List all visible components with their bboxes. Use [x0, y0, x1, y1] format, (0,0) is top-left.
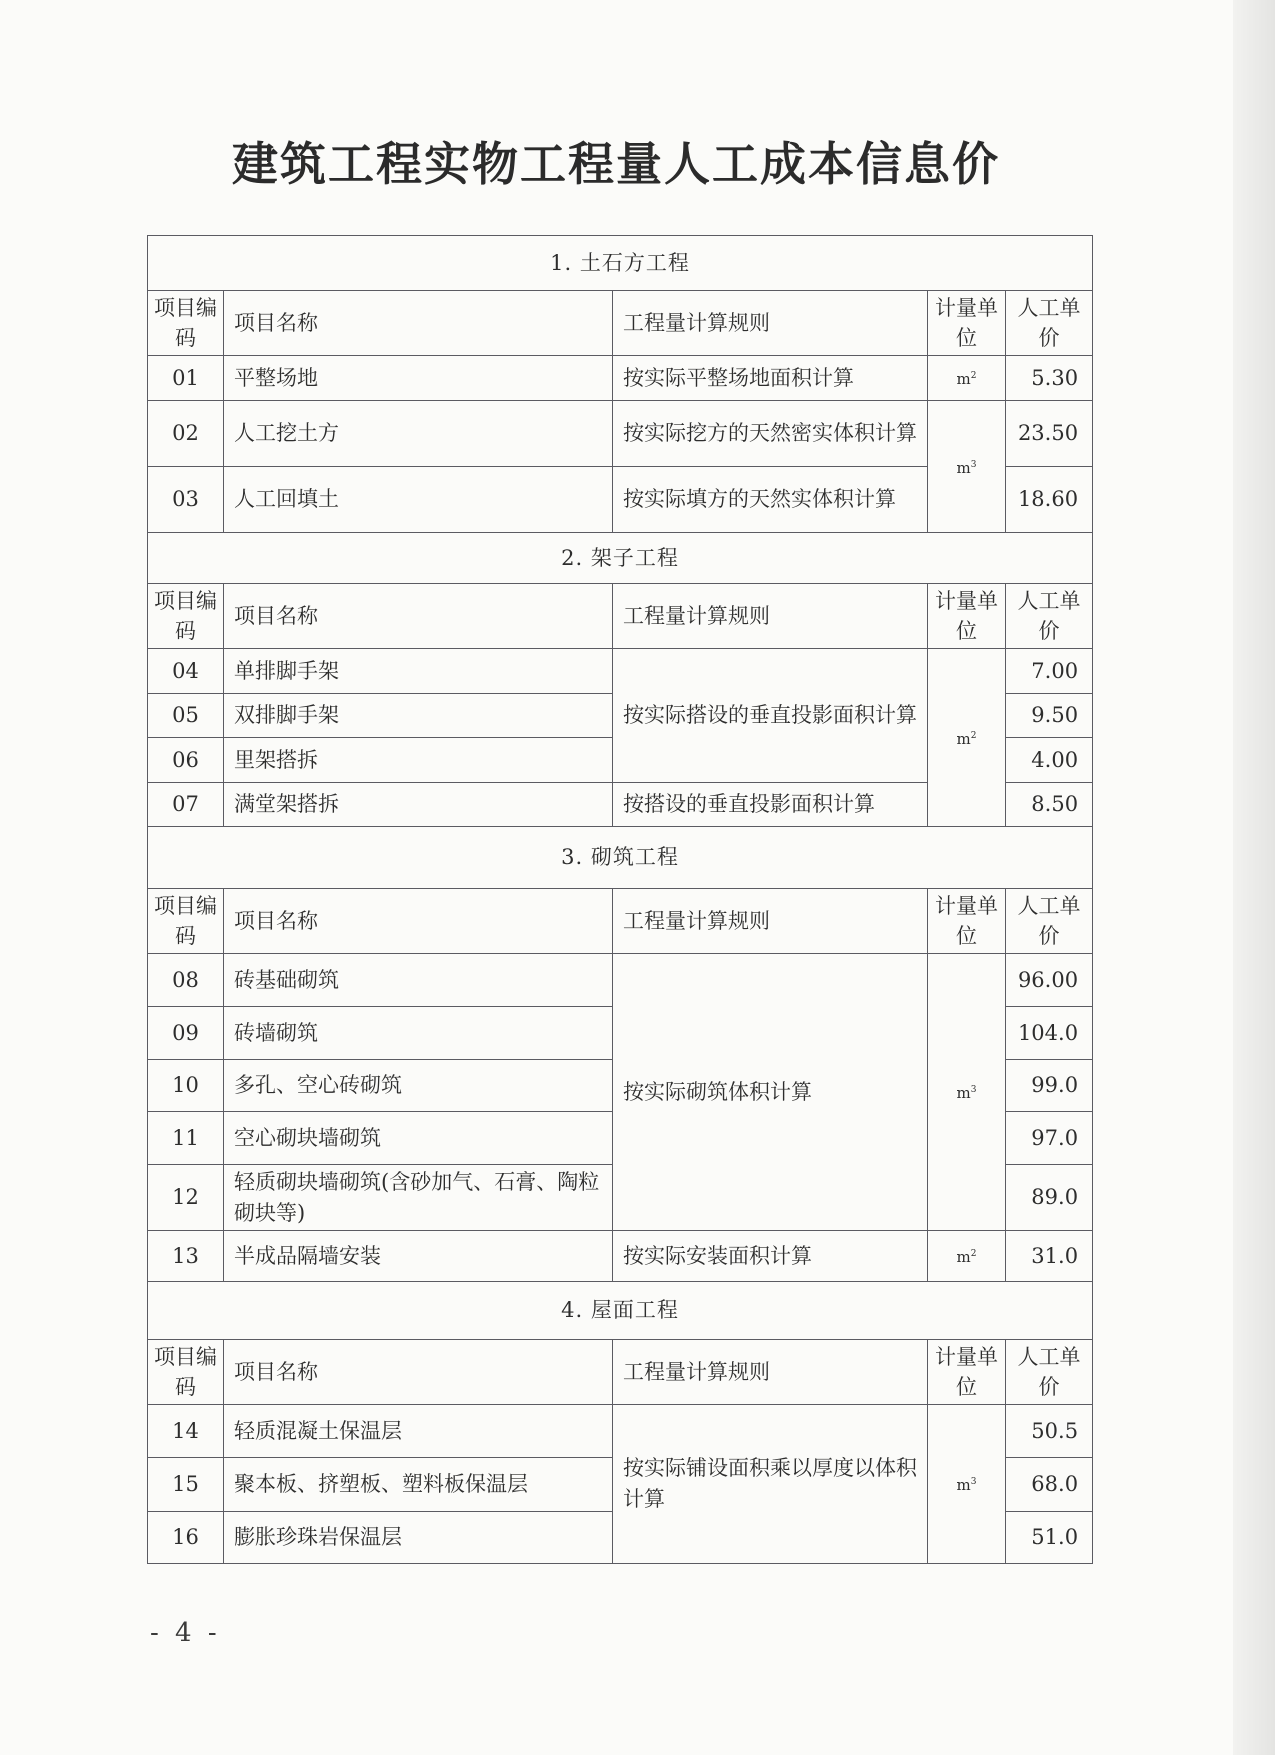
- item-code: 11: [148, 1112, 224, 1165]
- item-code: 13: [148, 1231, 224, 1282]
- item-price: 97.0: [1006, 1112, 1093, 1165]
- item-rule: 按搭设的垂直投影面积计算: [613, 783, 928, 827]
- table-header-row: [148, 291, 1093, 356]
- item-name: 里架搭拆: [224, 738, 613, 783]
- unit-base: m: [956, 729, 971, 748]
- item-name: 人工挖土方: [224, 401, 613, 467]
- unit-exponent: 2: [970, 371, 977, 381]
- unit-base: m: [956, 1476, 971, 1494]
- item-code: 08: [148, 954, 224, 1007]
- header-name: 项目名称: [224, 584, 613, 649]
- header-unit: 计量单位: [928, 1340, 1006, 1405]
- item-code: 10: [148, 1060, 224, 1112]
- item-name: 双排脚手架: [224, 694, 613, 738]
- item-code: 16: [148, 1512, 224, 1564]
- item-unit: [928, 356, 1006, 401]
- item-code: 06: [148, 738, 224, 783]
- header-unit: 计量单位: [928, 889, 1006, 954]
- item-price: 99.0: [1006, 1060, 1093, 1112]
- item-unit: [928, 954, 1006, 1231]
- item-code: 05: [148, 694, 224, 738]
- item-rule: 按实际平整场地面积计算: [613, 356, 928, 401]
- item-name: 满堂架搭拆: [224, 783, 613, 827]
- item-code: 07: [148, 783, 224, 827]
- section-title: 1. 土石方工程: [148, 236, 1093, 291]
- section-title: 2. 架子工程: [148, 533, 1093, 584]
- document-title: 建筑工程实物工程量人工成本信息价: [232, 137, 1000, 191]
- item-rule: 按实际挖方的天然密实体积计算: [613, 401, 928, 467]
- item-name: 半成品隔墙安装: [224, 1231, 613, 1282]
- item-name: 轻质混凝土保温层: [224, 1405, 613, 1458]
- item-code: 09: [148, 1007, 224, 1060]
- cost-table: [147, 235, 1093, 1564]
- item-price: 8.50: [1006, 783, 1093, 827]
- header-rule: 工程量计算规则: [613, 584, 928, 649]
- item-price: 18.60: [1006, 467, 1093, 533]
- unit-exponent: 2: [970, 730, 977, 741]
- table-row: [148, 1405, 1093, 1458]
- item-price: 31.0: [1006, 1231, 1093, 1282]
- header-code: 项目编码: [148, 584, 224, 649]
- item-price: 89.0: [1006, 1165, 1093, 1231]
- header-price: 人工单价: [1006, 291, 1093, 356]
- scan-edge-shadow: [1233, 0, 1275, 1755]
- table-header-row: [148, 889, 1093, 954]
- item-price: 23.50: [1006, 401, 1093, 467]
- item-unit: [928, 1405, 1006, 1564]
- item-unit: [928, 401, 1006, 533]
- section-title: 4. 屋面工程: [148, 1282, 1093, 1340]
- item-name: 人工回填土: [224, 467, 613, 533]
- table-header-row: [148, 1340, 1093, 1405]
- item-code: 02: [148, 401, 224, 467]
- header-price: 人工单价: [1006, 1340, 1093, 1405]
- item-rule: 按实际砌筑体积计算: [613, 954, 928, 1231]
- item-code: 03: [148, 467, 224, 533]
- item-rule: 按实际填方的天然实体积计算: [613, 467, 928, 533]
- unit-base: m: [956, 1084, 971, 1102]
- item-code: 01: [148, 356, 224, 401]
- section-title: 3. 砌筑工程: [148, 827, 1093, 889]
- header-price: 人工单价: [1006, 889, 1093, 954]
- item-price: 9.50: [1006, 694, 1093, 738]
- item-code: 15: [148, 1458, 224, 1512]
- page-number: - 4 -: [150, 1618, 221, 1648]
- header-rule: 工程量计算规则: [613, 291, 928, 356]
- item-price: 96.00: [1006, 954, 1093, 1007]
- item-price: 5.30: [1006, 356, 1093, 401]
- item-name: 聚本板、挤塑板、塑料板保温层: [224, 1458, 613, 1512]
- item-name: 轻质砌块墙砌筑(含砂加气、石膏、陶粒砌块等): [224, 1165, 613, 1231]
- header-price: 人工单价: [1006, 584, 1093, 649]
- table-row: [148, 356, 1093, 401]
- header-unit: 计量单位: [928, 584, 1006, 649]
- item-price: 50.5: [1006, 1405, 1093, 1458]
- header-code: 项目编码: [148, 291, 224, 356]
- table-row: [148, 954, 1093, 1007]
- header-name: 项目名称: [224, 889, 613, 954]
- table-row: [148, 1231, 1093, 1282]
- header-rule: 工程量计算规则: [613, 1340, 928, 1405]
- item-name: 砖基础砌筑: [224, 954, 613, 1007]
- item-price: 104.0: [1006, 1007, 1093, 1060]
- item-rule: 按实际铺设面积乘以厚度以体积计算: [613, 1405, 928, 1564]
- item-unit: [928, 649, 1006, 827]
- header-code: 项目编码: [148, 1340, 224, 1405]
- header-code: 项目编码: [148, 889, 224, 954]
- item-name: 砖墙砌筑: [224, 1007, 613, 1060]
- item-name: 平整场地: [224, 356, 613, 401]
- table-row: [148, 649, 1093, 694]
- item-rule: 按实际安装面积计算: [613, 1231, 928, 1282]
- item-price: 4.00: [1006, 738, 1093, 783]
- item-name: 空心砌块墙砌筑: [224, 1112, 613, 1165]
- unit-exponent: 2: [970, 1249, 977, 1259]
- item-name: 膨胀珍珠岩保温层: [224, 1512, 613, 1564]
- unit-exponent: 3: [970, 1477, 977, 1487]
- item-name: 多孔、空心砖砌筑: [224, 1060, 613, 1112]
- item-price: 68.0: [1006, 1458, 1093, 1512]
- item-code: 14: [148, 1405, 224, 1458]
- unit-base: m: [956, 370, 971, 388]
- unit-exponent: 3: [970, 459, 977, 470]
- item-code: 12: [148, 1165, 224, 1231]
- unit-exponent: 3: [970, 1085, 977, 1095]
- header-name: 项目名称: [224, 291, 613, 356]
- item-name: 单排脚手架: [224, 649, 613, 694]
- header-rule: 工程量计算规则: [613, 889, 928, 954]
- unit-base: m: [956, 458, 971, 477]
- item-price: 51.0: [1006, 1512, 1093, 1564]
- item-price: 7.00: [1006, 649, 1093, 694]
- item-unit: [928, 1231, 1006, 1282]
- header-unit: 计量单位: [928, 291, 1006, 356]
- header-name: 项目名称: [224, 1340, 613, 1405]
- item-code: 04: [148, 649, 224, 694]
- unit-base: m: [956, 1248, 971, 1266]
- table-header-row: [148, 584, 1093, 649]
- table-row: [148, 401, 1093, 467]
- item-rule: 按实际搭设的垂直投影面积计算: [613, 649, 928, 783]
